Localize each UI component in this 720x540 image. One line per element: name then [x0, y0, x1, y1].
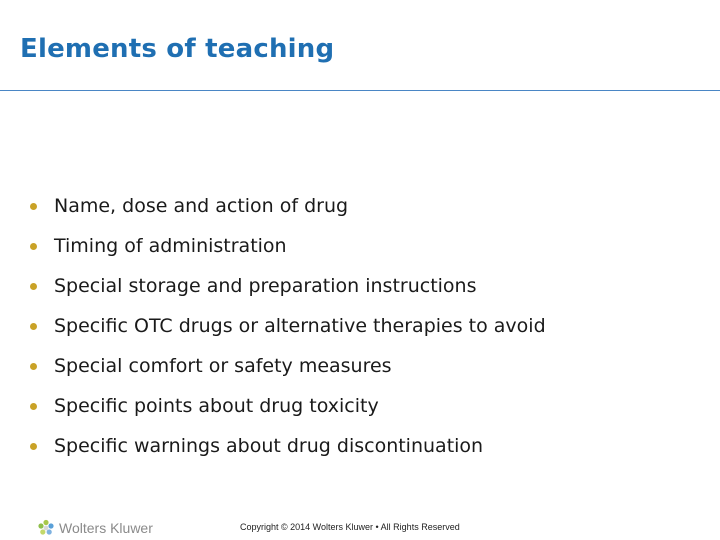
bullet-list	[30, 186, 546, 466]
bullet-dot-icon	[30, 243, 37, 250]
bullet-item	[30, 226, 546, 266]
wolters-kluwer-logo-icon	[37, 519, 55, 537]
bullet-item	[30, 186, 546, 226]
bullet-text: Specific points about drug toxicity	[54, 395, 379, 417]
bullet-item	[30, 346, 546, 386]
bullet-item	[30, 386, 546, 426]
bullet-text: Special comfort or safety measures	[54, 355, 392, 377]
bullet-item	[30, 306, 546, 346]
bullet-text: Name, dose and action of drug	[54, 195, 349, 217]
bullet-text: Specific OTC drugs or alternative therapies to avoid	[54, 315, 546, 337]
bullet-text: Special storage and preparation instructions	[54, 275, 477, 297]
bullet-dot-icon	[30, 283, 37, 290]
bullet-text: Specific warnings about drug discontinuation	[54, 435, 484, 457]
bullet-dot-icon	[30, 403, 37, 410]
bullet-item	[30, 266, 546, 306]
bullet-dot-icon	[30, 323, 37, 330]
wolters-kluwer-logo	[37, 519, 153, 537]
logo-text: Wolters Kluwer	[59, 520, 153, 536]
bullet-dot-icon	[30, 363, 37, 370]
title-divider	[0, 90, 720, 91]
bullet-text: Timing of administration	[54, 235, 287, 257]
bullet-dot-icon	[30, 203, 37, 210]
bullet-dot-icon	[30, 443, 37, 450]
bullet-item	[30, 426, 546, 466]
slide-title: Elements of teaching	[20, 34, 335, 64]
copyright-notice: Copyright © 2014 Wolters Kluwer • All Rights Reserved	[240, 522, 460, 532]
